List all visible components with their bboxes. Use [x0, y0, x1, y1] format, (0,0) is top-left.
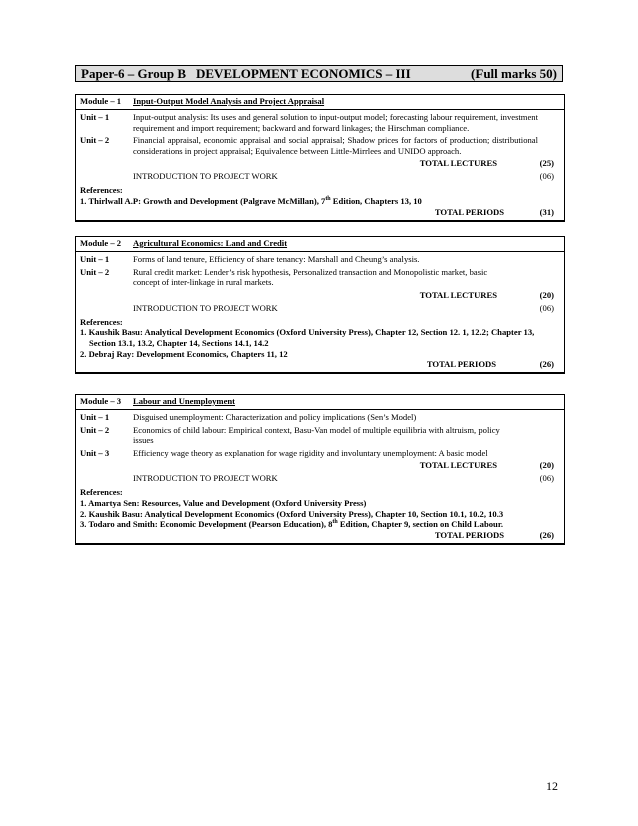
unit-row: [76, 267, 564, 288]
full-marks: (Full marks 50): [471, 66, 557, 81]
module-1-box: [75, 94, 565, 222]
total-lectures-label: TOTAL LECTURES: [419, 460, 497, 471]
unit-text: Forms of land tenure, Efficiency of share tenancy: Marshall and Cheung’s analysis.: [133, 254, 420, 264]
unit-row: [76, 425, 564, 446]
total-lectures-row: [76, 156, 564, 169]
references-heading: References:: [80, 185, 123, 196]
unit-label: Unit – 1: [80, 412, 110, 422]
project-work-value: (06): [539, 473, 554, 484]
module-header: [76, 237, 564, 252]
unit-label: Unit – 2: [80, 266, 110, 277]
module-2-box: [75, 236, 565, 374]
paper-title: DEVELOPMENT ECONOMICS – III: [196, 66, 411, 81]
total-lectures-label: TOTAL LECTURES: [419, 289, 497, 300]
unit-text: Economics of child labour: Empirical context, Basu-Van model of multiple equilibria with altruism, policy issues: [133, 424, 500, 446]
module-title: Input-Output Model Analysis and Project Appraisal: [133, 96, 325, 106]
total-periods-label: TOTAL PERIODS: [434, 529, 504, 540]
unit-row: [76, 112, 564, 133]
unit-row: [76, 412, 564, 423]
unit-label: Unit – 2: [80, 424, 110, 435]
paper-header: [75, 65, 563, 82]
unit-row: [76, 254, 564, 265]
references: [76, 185, 564, 206]
reference-item: 1. Amartya Sen: Resources, Value and Development (Oxford University Press): [80, 497, 367, 508]
total-periods-value: (26): [539, 359, 554, 370]
paper-group: Paper-6 – Group B: [81, 66, 187, 81]
unit-text: Financial appraisal, economic appraisal and social appraisal; Shadow prices for factors of production; distributional considerations in project appraisal; Equivalence between Little-Mirrlees and UNIDO approach.: [133, 135, 538, 156]
project-work-value: (06): [539, 302, 554, 313]
project-work-row: [76, 301, 564, 315]
module-title: Agricultural Economics: Land and Credit: [133, 238, 288, 248]
project-work-label: INTRODUCTION TO PROJECT WORK: [133, 473, 278, 484]
reference-item: 2. Debraj Ray: Development Economics, Chapters 11, 12: [80, 348, 288, 359]
unit-label: Unit – 1: [80, 254, 110, 264]
total-periods-label: TOTAL PERIODS: [434, 206, 504, 217]
page-number: 12: [546, 779, 558, 793]
references-heading: References:: [80, 487, 123, 498]
project-work-label: INTRODUCTION TO PROJECT WORK: [133, 302, 278, 313]
total-periods-value: (26): [539, 529, 554, 540]
project-work-row: [76, 471, 564, 485]
reference-item: 3. Todaro and Smith: Economic Development (Pearson Education), 8th Edition, Chapter 9, section on Child Labour.: [80, 519, 503, 530]
unit-text: Input-output analysis: Its uses and general solution to input-output model; forecasting labour requirement, investment requirement and import requirement; backward and forward linkages; the Hirschman compliance.: [133, 112, 538, 133]
unit-row: [76, 135, 564, 156]
unit-text: Rural credit market: Lender’s risk hypothesis, Personalized transaction and Monopolistic market, basic concept of inter-linkage in rural markets.: [133, 266, 488, 288]
total-lectures-row: [76, 288, 564, 301]
project-work-value: (06): [539, 171, 554, 182]
unit-label: Unit – 2: [80, 135, 110, 146]
unit-text: Disguised unemployment: Characterization and policy implications (Sen’s Model): [133, 412, 417, 422]
project-work-row: [76, 169, 564, 183]
references-heading: References:: [80, 316, 123, 327]
unit-row: [76, 448, 564, 459]
module-header: [76, 395, 564, 410]
module-title: Labour and Unemployment: [133, 396, 236, 406]
unit-text: Efficiency wage theory as explanation for wage rigidity and involuntary unemployment: A basic model: [133, 447, 488, 458]
total-periods-row: [76, 359, 564, 372]
total-lectures-value: (20): [539, 289, 554, 300]
module-header: [76, 95, 564, 110]
total-lectures-label: TOTAL LECTURES: [419, 158, 497, 169]
total-lectures-row: [76, 458, 564, 471]
module-label: Module – 3: [80, 396, 122, 406]
unit-label: Unit – 1: [80, 112, 110, 122]
total-periods-row: [76, 207, 564, 220]
reference-item: 1. Kaushik Basu: Analytical Development Economics (Oxford University Press), Chapter 12, Section 12. 1, 12.2; Chapter 13, Section 13.1, 13.2, Chapter 14, Sections 14.1, 14.2: [80, 327, 535, 348]
reference-item: 1. Thirlwall A.P: Growth and Development (Palgrave McMillan), 7th Edition, Chapters 13, 10: [80, 195, 422, 206]
total-lectures-value: (20): [539, 460, 554, 471]
references: [76, 487, 564, 529]
total-periods-label: TOTAL PERIODS: [426, 359, 496, 370]
module-label: Module – 1: [80, 96, 122, 106]
module-3-box: [75, 394, 565, 545]
total-lectures-value: (25): [539, 158, 554, 169]
project-work-label: INTRODUCTION TO PROJECT WORK: [133, 171, 278, 182]
reference-item: 2. Kaushik Basu: Analytical Development Economics (Oxford University Press), Chapter 10, Section 10.1, 10.2, 10.3: [80, 508, 504, 519]
total-periods-value: (31): [539, 206, 554, 217]
unit-label: Unit – 3: [80, 447, 110, 458]
module-label: Module – 2: [80, 238, 122, 248]
total-periods-row: [76, 530, 564, 543]
references: [76, 317, 564, 359]
